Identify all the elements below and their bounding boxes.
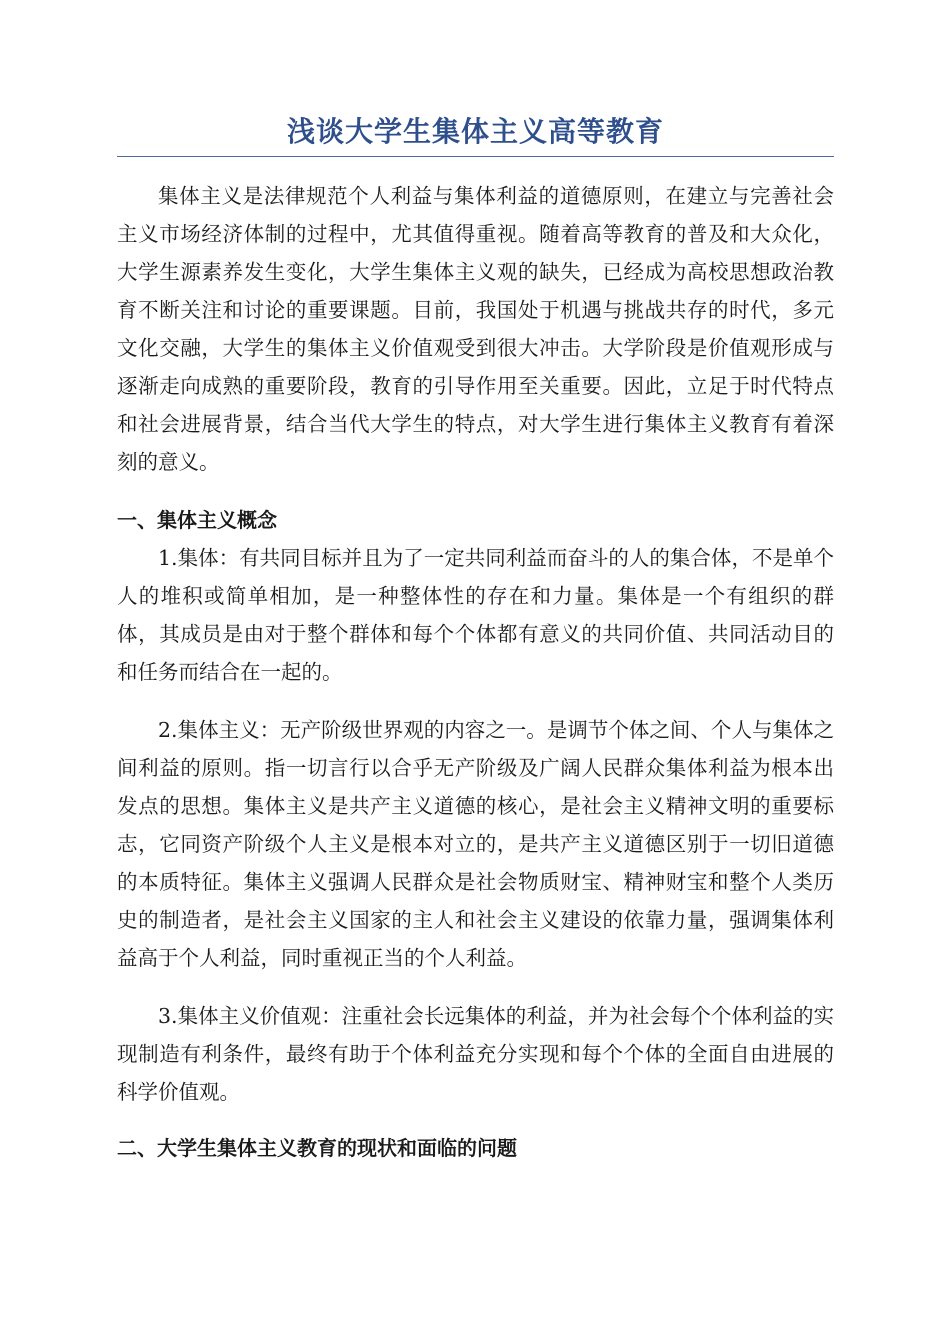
section-heading-status: 二、大学生集体主义教育的现状和面临的问题 [117,1136,517,1160]
document-page [117,112,834,1167]
paragraph-collectivism-values: 3.集体主义价值观：注重社会长远集体的利益，并为社会每个个体利益的实现制造有利条件，最终有助于个体利益充分实现和每个个体的全面自由进展的科学价值观。 [117,1004,834,1104]
document-title: 浅谈大学生集体主义高等教育 [117,112,834,157]
paragraph-collective-definition: 1.集体：有共同目标并且为了一定共同利益而奋斗的人的集合体，不是单个人的堆积或简单相加，是一种整体性的存在和力量。集体是一个有组织的群体，其成员是由对于整个群体和每个个体都有意义的共同价值、共同活动目的和任务而结合在一起的。 [117,546,834,684]
paragraph-collectivism-definition: 2.集体主义：无产阶级世界观的内容之一。是调节个体之间、个人与集体之间利益的原则。指一切言行以合乎无产阶级及广阔人民群众集体利益为根本出发点的思想。集体主义是共产主义道德的核心，是社会主义精神文明的重要标志，它同资产阶级个人主义是根本对立的，是共产主义道德区别于一切旧道德的本质特征。集体主义强调人民群众是社会物质财宝、精神财宝和整个人类历史的制造者，是社会主义国家的主人和社会主义建设的依靠力量，强调集体利益高于个人利益，同时重视正当的个人利益。 [117,718,834,970]
section-heading-concept: 一、集体主义概念 [117,508,277,532]
intro-paragraph: 集体主义是法律规范个人利益与集体利益的道德原则，在建立与完善社会主义市场经济体制的过程中，尤其值得重视。随着高等教育的普及和大众化，大学生源素养发生变化，大学生集体主义观的缺失，已经成为高校思想政治教育不断关注和讨论的重要课题。目前，我国处于机遇与挑战共存的时代，多元文化交融，大学生的集体主义价值观受到很大冲击。大学阶段是价值观形成与逐渐走向成熟的重要阶段，教育的引导作用至关重要。因此，立足于时代特点和社会进展背景，结合当代大学生的特点，对大学生进行集体主义教育有着深刻的意义。 [117,184,834,474]
